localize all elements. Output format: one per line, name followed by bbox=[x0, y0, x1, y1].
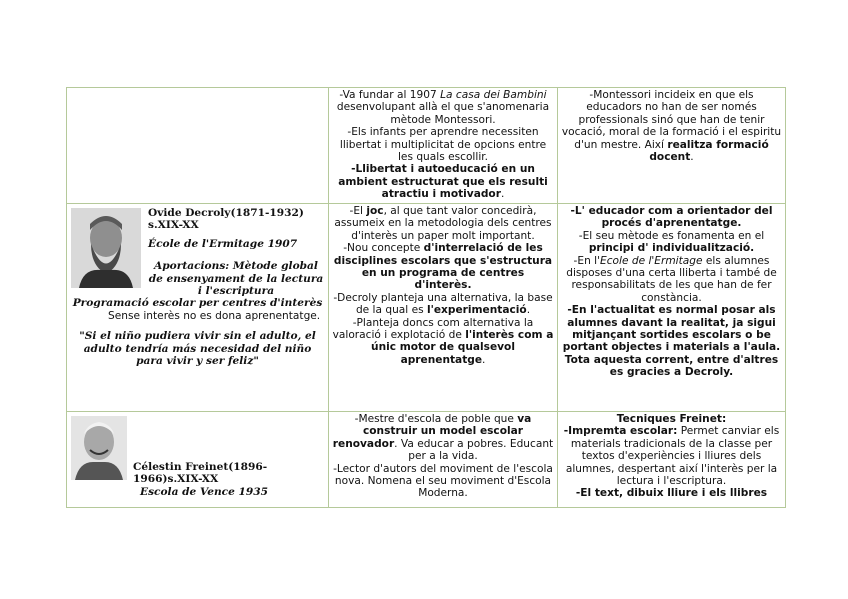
row1-col1-empty bbox=[67, 88, 329, 204]
text-run: . bbox=[690, 151, 694, 164]
text-run: -Nou concepte bbox=[343, 242, 424, 255]
text-run: -Decroly planteja una alternativa, la base de la qual es bbox=[333, 291, 553, 317]
decroly-name: Ovide Decroly(1871-1932) s.XIX-XX bbox=[148, 207, 304, 232]
row2-col2 bbox=[329, 204, 558, 412]
row3-col3 bbox=[558, 412, 786, 508]
text-run: . bbox=[482, 353, 486, 366]
text-run: -Montessori incideix en que els educadors no han de ser només professionals sinó que han de tenir vocació, moral de la formació i el espiritu d'un mestre. Així bbox=[561, 89, 782, 151]
row1-col3 bbox=[558, 88, 786, 204]
row-montessori bbox=[67, 88, 786, 204]
text-run: Tecniques Freinet: bbox=[616, 413, 727, 425]
row3-col1 bbox=[67, 412, 329, 508]
text-run: -Va fundar al 1907 bbox=[339, 89, 441, 101]
text-run: -El bbox=[349, 205, 367, 217]
decroly-quote: "Si el niño pudiera vivir sin el adulto, el adulto tendría más necesidad del niño para vivir y ser feliz" bbox=[79, 330, 316, 368]
freinet-portrait-image bbox=[71, 416, 127, 480]
text-run: . Va educar a pobres. Educant per a la vida. bbox=[394, 437, 554, 463]
text-run: joc bbox=[366, 205, 384, 217]
decroly-programacio: Programació escolar per centres d'interès bbox=[72, 297, 323, 310]
text-run: d'interrelació de les disciplines escolars que s'estructura en un programa de centres d'interès. bbox=[333, 242, 553, 292]
text-run: . bbox=[526, 304, 531, 317]
text-run: -El seu mètode es fonamenta en el bbox=[578, 229, 765, 242]
freinet-school: Escola de Vence 1935 bbox=[140, 485, 269, 498]
content-table bbox=[66, 87, 786, 508]
text-run: La casa dei Bambini bbox=[440, 89, 547, 101]
text-run: . bbox=[500, 188, 505, 201]
text-run: -El text, dibuix lliure i els llibres bbox=[575, 487, 768, 500]
decroly-school: École de l'Ermitage 1907 bbox=[148, 237, 298, 250]
text-run: -En l' bbox=[573, 254, 601, 267]
text-run: principi d' individualització. bbox=[588, 242, 755, 255]
text-run: els alumnes disposes d'una certa lliberta i també de responsabilitats de les que han de fer constància. bbox=[566, 254, 777, 304]
text-run: -Planteja doncs com alternativa la valoració i explotació de bbox=[332, 316, 534, 342]
text-run: , al que tant valor concedirà, assumeix en la metodologia dels centres d'interès un paper molt important. bbox=[334, 205, 552, 242]
decroly-sense: Sense interès no es dona aprenentatge. bbox=[108, 309, 321, 322]
text-run: -En l'actualitat es normal posar als alumnes davant la realitat, ja sigui mitjançant sortides escolars o be portant objectes i materials a l'aula. Tota aquesta corrent, entre d'altres es gracies a Decroly. bbox=[562, 304, 781, 379]
row2-col3 bbox=[558, 204, 786, 412]
text-run: -L' educador com a orientador del procés d'aprenentatge. bbox=[570, 205, 773, 230]
text-run: -Els infants per aprendre necessiten llibertat i multiplicitat de opcions entre les quals escollir. bbox=[339, 126, 547, 164]
text-run: l'experimentació bbox=[427, 304, 527, 317]
text-run: realitza formació docent bbox=[649, 138, 769, 164]
row-freinet bbox=[67, 412, 786, 508]
text-run: -Impremta escolar: bbox=[563, 425, 678, 438]
freinet-name: Célestin Freinet(1896-1966)s.XIX-XX bbox=[133, 461, 268, 486]
text-run: -Lector d'autors del moviment de l'escola nova. Nomena el seu moviment d'Escola Moderna. bbox=[333, 462, 553, 500]
decroly-portrait-image bbox=[71, 208, 141, 288]
row3-col2 bbox=[329, 412, 558, 508]
text-run: va construir un model escolar renovador bbox=[332, 413, 532, 450]
decroly-aportacions: Aportacions: Mètode global de ensenyament de la lectura i l'escriptura bbox=[148, 260, 324, 298]
row2-col1 bbox=[67, 204, 329, 412]
row-decroly bbox=[67, 204, 786, 412]
text-run: -Mestre d'escola de poble que bbox=[354, 413, 518, 425]
text-run: -Llibertat i autoeducació en un ambient estructurat que els resulti atractiu i motivador bbox=[338, 163, 548, 201]
row1-col2 bbox=[329, 88, 558, 204]
text-run: Ecole de l'Ermitage bbox=[600, 254, 703, 267]
text-run: Permet canviar els materials tradicionals de la classe per textos d'experiències i lliures dels alumnes, despertant així l'interès per la lectura i l'escriptura. bbox=[565, 425, 780, 488]
text-run: desenvolupant allà el que s'anomenaria mètode Montessori. bbox=[336, 101, 550, 126]
text-run: l'interès com a únic motor de qualsevol aprenentatge bbox=[371, 329, 554, 366]
